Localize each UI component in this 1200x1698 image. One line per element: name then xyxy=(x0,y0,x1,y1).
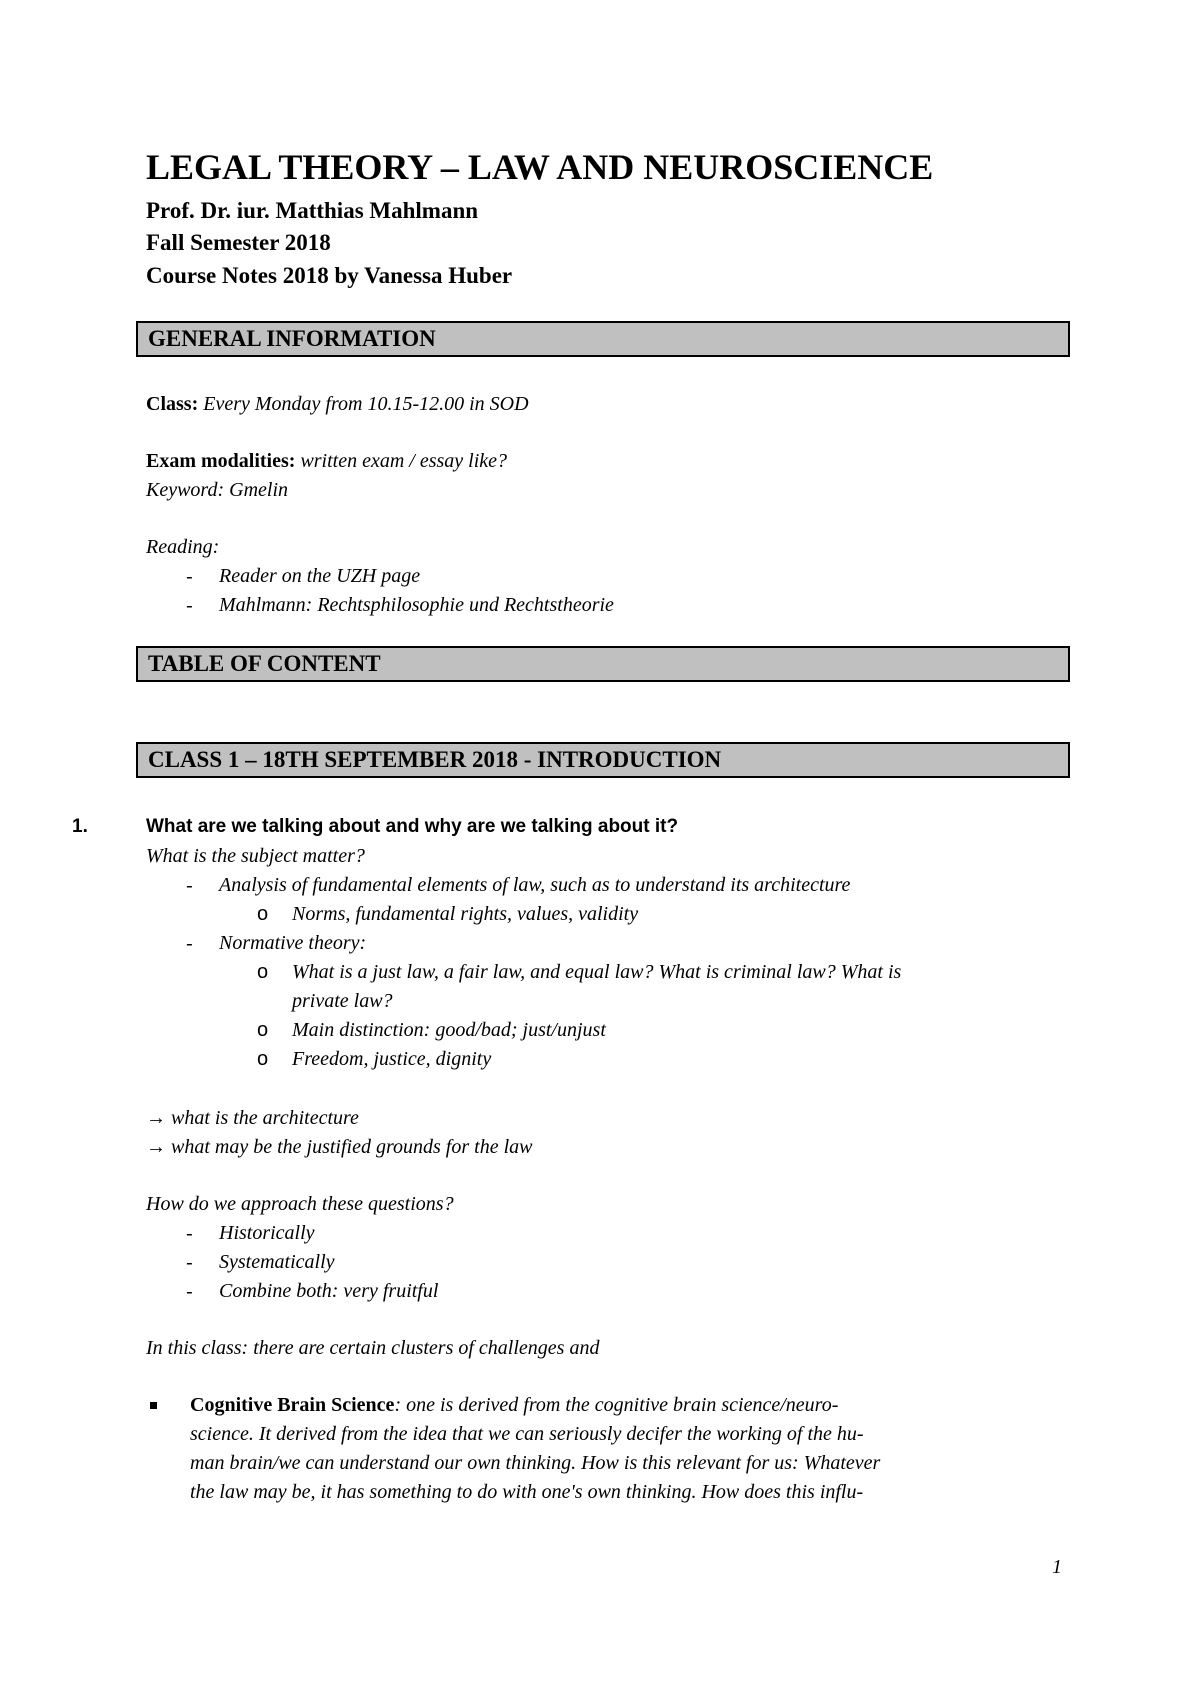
exam-label: Exam modalities: xyxy=(146,450,296,472)
dash-bullet: - xyxy=(186,593,193,617)
question-heading: What are we talking about and why are we talking about it? xyxy=(146,816,679,837)
list-subitem: Main distinction: good/bad; just/unjust xyxy=(292,1019,606,1041)
semester: Fall Semester 2018 xyxy=(146,230,331,255)
class-note: In this class: there are certain clusters of challenges and xyxy=(146,1337,600,1359)
list-subitem: What is a just law, a fair law, and equal law? What is criminal law? What is xyxy=(292,961,902,983)
list-item: Analysis of fundamental elements of law, such as to understand its architecture xyxy=(219,874,851,896)
list-subitem-continued: private law? xyxy=(292,990,393,1012)
subject-question: What is the subject matter? xyxy=(146,845,365,867)
cbs-paragraph-line: the law may be, it has something to do with one's own thinking. How does this influ- xyxy=(190,1481,864,1503)
arrow-text: what may be the justified grounds for the law xyxy=(171,1136,533,1158)
exam-info xyxy=(146,448,507,474)
dash-bullet: - xyxy=(186,564,193,588)
circle-bullet: o xyxy=(257,903,269,925)
exam-value: written exam / essay like? xyxy=(295,450,508,472)
dash-bullet: - xyxy=(186,1221,193,1245)
arrow-line xyxy=(146,1134,532,1160)
reading-item: Reader on the UZH page xyxy=(219,565,421,587)
circle-bullet: o xyxy=(257,961,269,983)
professor-name: Prof. Dr. iur. Matthias Mahlmann xyxy=(146,198,479,223)
keyword: Keyword: Gmelin xyxy=(146,479,289,501)
page-number: 1 xyxy=(1052,1556,1062,1578)
dash-bullet: - xyxy=(186,873,193,897)
cbs-label: Cognitive Brain Science xyxy=(190,1394,395,1416)
circle-bullet: o xyxy=(257,1019,269,1041)
section-banner-general: GENERAL INFORMATION xyxy=(136,321,1070,357)
class-value: Every Monday from 10.15-12.00 in SOD xyxy=(198,393,529,415)
question-number: 1. xyxy=(72,816,88,837)
reading-item: Mahlmann: Rechtsphilosophie und Rechtstheorie xyxy=(219,594,614,616)
class-label: Class: xyxy=(146,393,199,415)
arrow-icon: → xyxy=(146,1136,166,1158)
list-subitem: Freedom, justice, dignity xyxy=(292,1048,492,1070)
arrow-icon: → xyxy=(146,1107,166,1129)
course-notes-author: Course Notes 2018 by Vanessa Huber xyxy=(146,263,513,288)
list-subitem: Norms, fundamental rights, values, validity xyxy=(292,903,639,925)
list-item: Combine both: very fruitful xyxy=(219,1280,439,1302)
cbs-paragraph-line xyxy=(190,1392,838,1418)
section-banner-toc: TABLE OF CONTENT xyxy=(136,646,1070,682)
dash-bullet: - xyxy=(186,931,193,955)
section-banner-class1: CLASS 1 – 18TH SEPTEMBER 2018 - INTRODUCTION xyxy=(136,742,1070,778)
list-item: Normative theory: xyxy=(219,932,367,954)
cbs-paragraph-line: man brain/we can understand our own thinking. How is this relevant for us: Whatever xyxy=(190,1452,881,1474)
circle-bullet: o xyxy=(257,1048,269,1070)
square-bullet-icon xyxy=(150,1402,157,1409)
cbs-text: : one is derived from the cognitive brain science/neuro- xyxy=(394,1394,839,1416)
arrow-text: what is the architecture xyxy=(171,1107,359,1129)
reading-label: Reading: xyxy=(146,536,220,558)
cbs-paragraph-line: science. It derived from the idea that we can seriously decifer the working of the hu- xyxy=(190,1423,864,1445)
dash-bullet: - xyxy=(186,1279,193,1303)
arrow-line xyxy=(146,1105,359,1131)
document-title: LEGAL THEORY – LAW AND NEUROSCIENCE xyxy=(146,147,934,187)
class-info xyxy=(146,391,529,417)
list-item: Historically xyxy=(219,1222,315,1244)
dash-bullet: - xyxy=(186,1250,193,1274)
approach-question: How do we approach these questions? xyxy=(146,1193,454,1215)
list-item: Systematically xyxy=(219,1251,335,1273)
